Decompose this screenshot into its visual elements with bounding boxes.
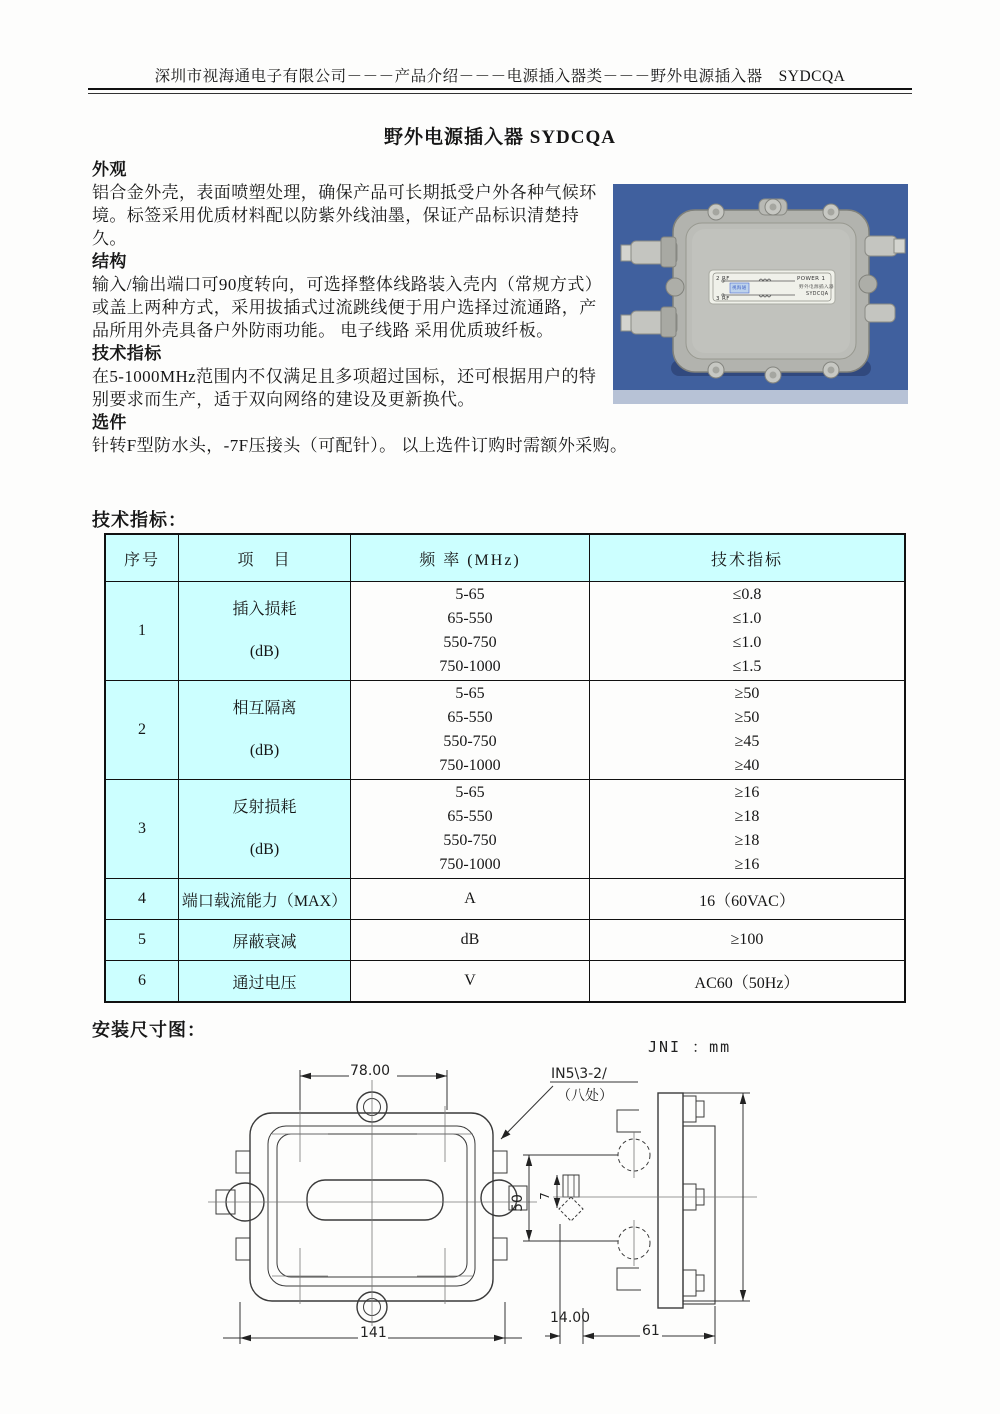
page-title: 野外电源插入器 SYDCQA (384, 127, 616, 148)
options-body: 针转F型防水头，-7F压接头（可配针）。 以上选件订购时需额外采购。 (92, 436, 628, 455)
row-item: 插入损耗 (dB) (232, 601, 297, 660)
table-row (105, 920, 905, 961)
table-row (105, 879, 905, 920)
row-item: 屏蔽衰减 (179, 920, 351, 961)
photo-brand-label: 视海通 (732, 286, 747, 291)
photo-power-label: POWER 1 (797, 276, 826, 282)
structure-heading: 结构 (92, 252, 127, 271)
photo-model-code: SYDCQA (806, 292, 829, 297)
dim-7-label: 7 (538, 1192, 552, 1200)
appearance-heading: 外观 (92, 160, 127, 179)
col-header-no: 序号 (105, 534, 179, 582)
table-row (105, 681, 905, 780)
photo-port2-label: 2 RF (716, 276, 730, 282)
row-specs: ≤0.8 ≤1.0 ≤1.0 ≤1.5 (732, 586, 762, 675)
row-no: 5 (105, 920, 179, 961)
row-freq: dB (351, 920, 590, 961)
thread-spec-label: IN5\3-2/ (551, 1066, 607, 1082)
row-no: 2 (105, 681, 179, 780)
col-header-freq: 频 率 (MHz) (351, 534, 590, 582)
spec-table-title: 技术指标： (92, 510, 187, 530)
specs-intro-heading: 技术指标 (92, 344, 162, 363)
row-specs: ≥16 ≥18 ≥18 ≥16 (734, 784, 760, 873)
photo-port3-label: 3 RF (716, 296, 730, 302)
options-heading: 选件 (92, 413, 127, 432)
document-header: 深圳市视海通电子有限公司－－－产品介绍－－－电源插入器类－－－野外电源插入器 SYDCQA (154, 68, 846, 85)
header-divider (88, 88, 912, 94)
installation-drawing (105, 1056, 785, 1361)
row-freq: V (351, 961, 590, 1003)
table-row (105, 780, 905, 879)
row-no: 6 (105, 961, 179, 1003)
row-spec: AC60（50Hz） (590, 961, 906, 1003)
row-item: 端口载流能力（MAX） (179, 879, 351, 920)
table-row (105, 582, 905, 681)
spec-table-header-row (105, 534, 905, 582)
appearance-body: 铝合金外壳，表面喷塑处理，确保产品可长期抵受户外各种气候环境。标签采用优质材料配以防紫外线油墨，保证产品标识清楚持久。 (92, 183, 597, 248)
dim-61-label: 61 (642, 1323, 660, 1339)
photo-model-name: 野外电源插入器 (799, 285, 834, 290)
dim-78-label: 78.00 (350, 1063, 391, 1079)
row-item: 反射损耗 (dB) (232, 799, 297, 858)
dim-141-label: 141 (360, 1325, 387, 1341)
dimension-drawing (105, 1056, 785, 1356)
thread-places-label: （八处） (557, 1088, 613, 1104)
specs-intro-body: 在5-1000MHz范围内不仅满足且多项超过国标，还可根据用户的特别要求而生产，适于双向网络的建设及更新换代。 (92, 367, 597, 409)
row-freqs: 5-65 65-550 550-750 750-1000 (439, 784, 501, 873)
col-header-spec: 技术指标 (590, 534, 906, 582)
dim-50-label: 50 (510, 1194, 526, 1212)
row-item: 通过电压 (179, 961, 351, 1003)
intro-section (92, 158, 910, 457)
structure-body: 输入/输出端口可90度转向，可选择整体线路装入壳内（常规方式）或盖上两种方式，采用拔插式过流跳线便于用户选择过流通路，产品所用外壳具备户外防雨功能。 电子线路 采用优质玻纤板。 (92, 275, 597, 340)
product-photo-image (613, 184, 908, 404)
table-row (105, 961, 905, 1003)
row-no: 3 (105, 780, 179, 879)
drawing-title: 安装尺寸图： (92, 1020, 206, 1040)
row-freqs: 5-65 65-550 550-750 750-1000 (439, 586, 501, 675)
row-freq: A (351, 879, 590, 920)
drawing-unit-note: JNI ：mm (648, 1038, 732, 1056)
col-header-item: 项 目 (179, 534, 351, 582)
product-photo (613, 184, 908, 404)
row-freqs: 5-65 65-550 550-750 750-1000 (439, 685, 501, 774)
row-spec: ≥100 (590, 920, 906, 961)
row-specs: ≥50 ≥50 ≥45 ≥40 (734, 685, 760, 774)
row-no: 1 (105, 582, 179, 681)
row-no: 4 (105, 879, 179, 920)
spec-table (104, 533, 906, 1003)
row-item: 相互隔离 (dB) (232, 700, 297, 759)
dim-14-label: 14.00 (550, 1310, 591, 1326)
row-spec: 16（60VAC） (590, 879, 906, 920)
